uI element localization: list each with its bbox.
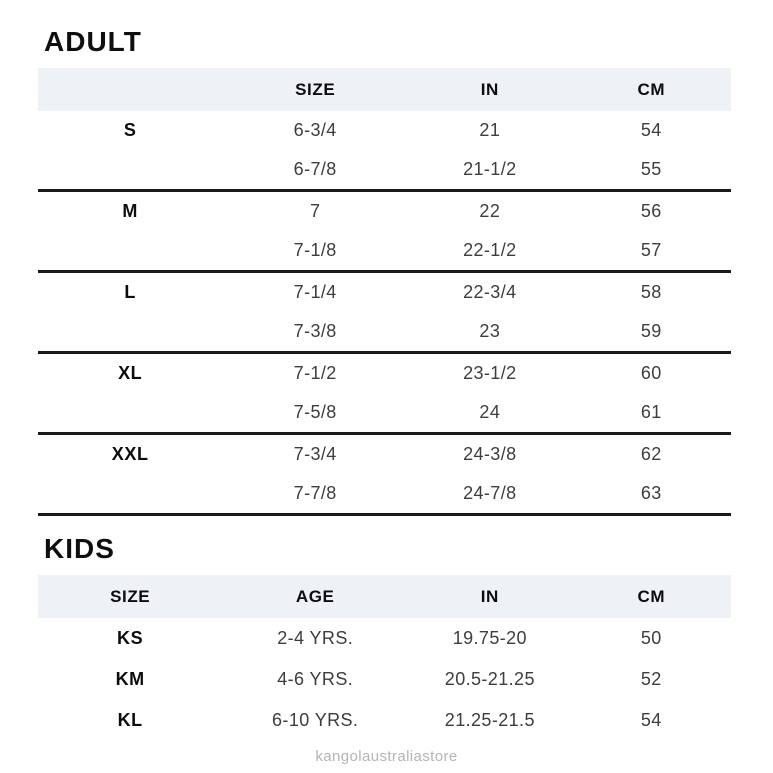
adult-col-header-label (38, 68, 222, 111)
adult-cell: 21 (479, 120, 501, 140)
adult-cell-label: L (124, 282, 136, 302)
kids-table-row (38, 659, 731, 700)
adult-table-row (38, 353, 731, 394)
adult-cell-label (38, 312, 222, 353)
kids-cell: 20.5-21.25 (444, 669, 535, 689)
adult-cell: 24 (408, 393, 572, 434)
adult-cell: 58 (640, 282, 662, 302)
adult-cell: 63 (572, 474, 731, 515)
adult-table-row (38, 434, 731, 475)
adult-cell: 24-3/8 (463, 444, 517, 464)
kids-table-row (38, 618, 731, 659)
kids-cell: 50 (640, 628, 662, 648)
kids-table-body (38, 618, 731, 741)
adult-size-table (38, 68, 731, 516)
kids-cell: 19.75-20 (452, 628, 527, 648)
adult-col-header-size: SIZE (222, 68, 408, 111)
kids-cell: 21.25-21.5 (444, 710, 535, 730)
kids-cell: 6-10 YRS. (272, 710, 359, 730)
adult-cell: 7 (309, 201, 321, 221)
kids-col-header-size: SIZE (38, 575, 222, 618)
adult-cell: 7-5/8 (222, 393, 408, 434)
adult-cell-label (38, 231, 222, 272)
adult-section-title: ADULT (44, 26, 142, 57)
watermark: kangolaustraliastore (315, 748, 458, 765)
adult-cell-label: XXL (111, 444, 149, 464)
adult-cell-label (38, 150, 222, 191)
adult-cell: 7-1/4 (293, 282, 337, 302)
adult-table-row (38, 150, 731, 191)
adult-cell: 54 (640, 120, 662, 140)
adult-col-header-in: IN (408, 68, 572, 111)
kids-col-header-in: IN (408, 575, 572, 618)
adult-cell: 61 (572, 393, 731, 434)
adult-table-row (38, 393, 731, 434)
kids-cell-label: KM (115, 669, 145, 689)
adult-cell: 23 (408, 312, 572, 353)
adult-cell-label: M (122, 201, 138, 221)
adult-col-header-cm: CM (572, 68, 731, 111)
adult-cell: 23-1/2 (463, 363, 517, 383)
adult-cell: 59 (572, 312, 731, 353)
adult-cell: 21-1/2 (408, 150, 572, 191)
adult-cell: 22-3/4 (463, 282, 517, 302)
adult-table-row (38, 474, 731, 515)
adult-cell: 22 (479, 201, 501, 221)
adult-cell: 62 (640, 444, 662, 464)
kids-table-header (38, 575, 731, 618)
kids-cell: 52 (640, 669, 662, 689)
adult-cell: 7-3/4 (293, 444, 337, 464)
adult-cell: 6-7/8 (222, 150, 408, 191)
adult-cell-label: S (123, 120, 137, 140)
adult-table-row (38, 272, 731, 313)
kids-cell-label: KS (117, 628, 144, 648)
kids-cell: 54 (640, 710, 662, 730)
adult-table-row (38, 312, 731, 353)
adult-cell-label: XL (118, 363, 143, 383)
kids-col-header-cm: CM (572, 575, 731, 618)
kids-table-row (38, 700, 731, 741)
adult-cell: 57 (572, 231, 731, 272)
adult-cell: 22-1/2 (408, 231, 572, 272)
adult-cell: 55 (572, 150, 731, 191)
adult-table-row (38, 111, 731, 150)
adult-table-row (38, 231, 731, 272)
kids-cell: 2-4 YRS. (277, 628, 354, 648)
adult-header-row (38, 68, 731, 111)
kids-cell: 4-6 YRS. (277, 669, 354, 689)
kids-cell-label: KL (117, 710, 143, 730)
adult-cell: 56 (640, 201, 662, 221)
adult-cell-label (38, 474, 222, 515)
kids-section-title: KIDS (44, 533, 115, 564)
kids-col-header-age: AGE (222, 575, 408, 618)
adult-table-body (38, 111, 731, 515)
adult-cell: 24-7/8 (408, 474, 572, 515)
adult-table-header (38, 68, 731, 111)
adult-cell: 7-1/2 (293, 363, 337, 383)
adult-cell-label (38, 393, 222, 434)
kids-size-table (38, 575, 731, 741)
adult-cell: 7-1/8 (222, 231, 408, 272)
adult-table-row (38, 191, 731, 232)
adult-cell: 7-7/8 (222, 474, 408, 515)
adult-cell: 60 (640, 363, 662, 383)
kids-header-row (38, 575, 731, 618)
adult-cell: 6-3/4 (293, 120, 337, 140)
adult-cell: 7-3/8 (222, 312, 408, 353)
